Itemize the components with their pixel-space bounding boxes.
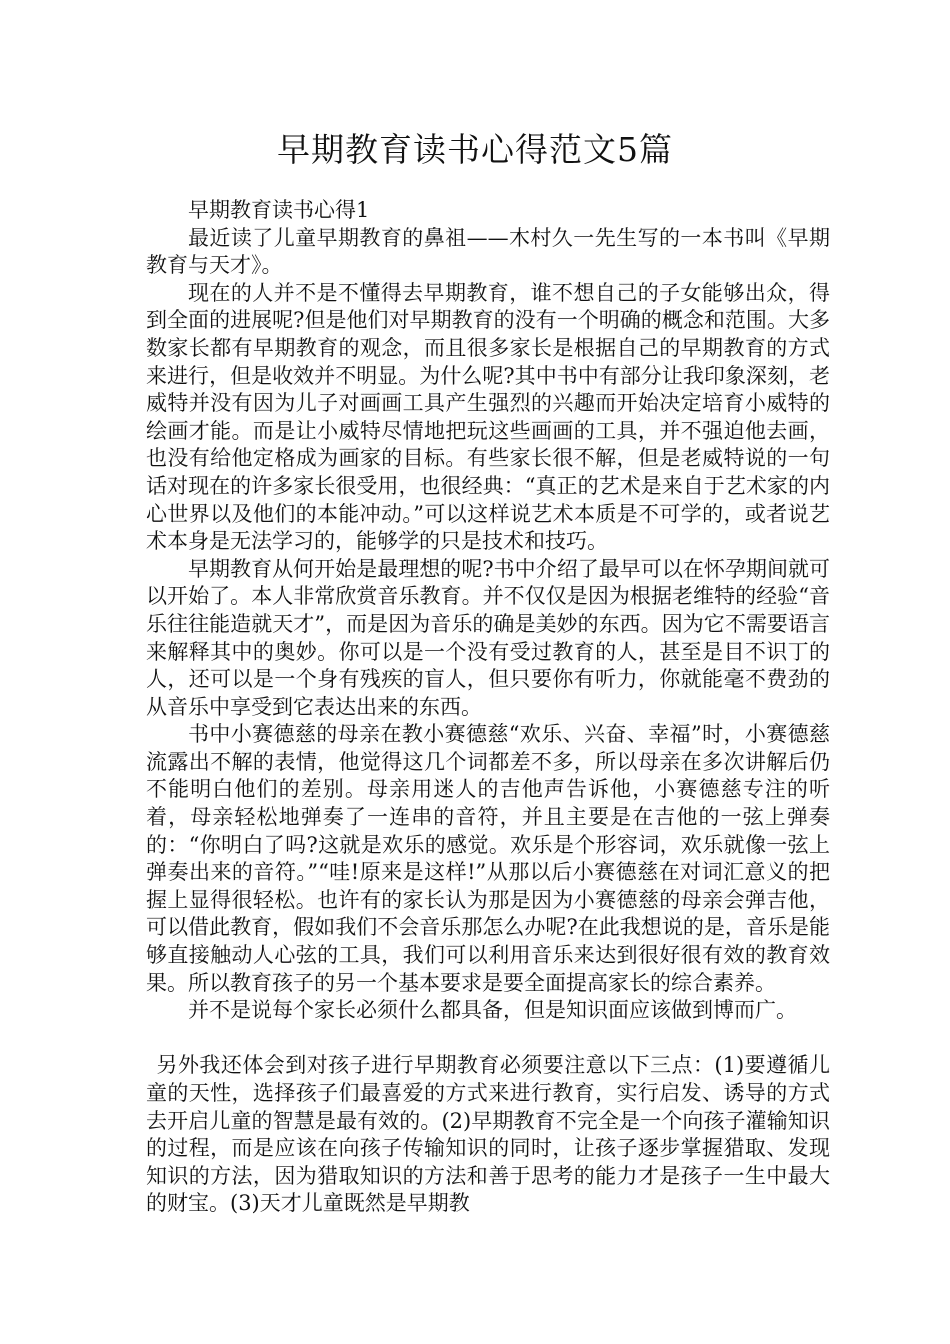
paragraph: 早期教育从何开始是最理想的呢?书中介绍了最早可以在怀孕期间就可以开始了。本人非常欣赏音乐教育。并不仅仅是因为根据老维特的经验“音乐往往能造就天才”，而是因为音乐的确是美妙的东西。因为它不需要语言来解释其中的奥妙。你可以是一个没有受过教育的人，甚至是目不识丁的人，还可以是一个身有残疾的盲人，但只要你有听力，你就能毫不费劲的从音乐中享受到它表达出来的东西。 bbox=[146, 556, 830, 719]
paragraph: 另外我还体会到对孩子进行早期教育必须要注意以下三点：(1)要遵循儿童的天性，选择孩子们最喜爱的方式来进行教育，实行启发、诱导的方式去开启儿童的智慧是最有效的。(2)早期教育不完全是一个向孩子灌输知识的过程，而是应该在向孩子传输知识的同时，让孩子逐步掌握猎取、发现知识的方法，因为猎取知识的方法和善于思考的能力才是孩子一生中最大的财宝。(3)天才儿童既然是早期教 bbox=[146, 1053, 830, 1216]
paragraph: 现在的人并不是不懂得去早期教育，谁不想自己的子女能够出众，得到全面的进展呢?但是他们对早期教育的没有一个明确的概念和范围。大多数家长都有早期教育的观念，而且很多家长是根据自己的早期教育的方式来进行，但是收效并不明显。为什么呢?其中书中有部分让我印象深刻，老威特并没有因为儿子对画画工具产生强烈的兴趣而开始决定培育小威特的绘画才能。而是让小威特尽情地把玩这些画画的工具，并不强迫他去画，也没有给他定格成为画家的目标。有些家长很不解，但是老威特说的一句话对现在的许多家长很受用，也很经典：“真正的艺术是来自于艺术家的内心世界以及他们的本能冲动。”可以这样说艺术本质是不可学的，或者说艺术本身是无法学习的，能够学的只是技术和技巧。 bbox=[146, 280, 830, 554]
paragraph: 并不是说每个家长必须什么都具备，但是知识面应该做到博而广。 bbox=[188, 998, 797, 1023]
document-title: 早期教育读书心得范文5篇 bbox=[277, 130, 673, 169]
paragraph-spacer bbox=[146, 1025, 830, 1053]
document-body bbox=[146, 197, 830, 1218]
paragraph: 书中小赛德慈的母亲在教小赛德慈“欢乐、兴奋、幸福”时，小赛德慈流露出不解的表情，他觉得这几个词都差不多，所以母亲在多次讲解后仍不能明白他们的差别。母亲用迷人的吉他声告诉他，小赛德慈专注的听着，母亲轻松地弹奏了一连串的音符，并且主要是在吉他的一弦上弹奏的：“你明白了吗?这就是欢乐的感觉。欢乐是个形容词，欢乐就像一弦上弹奏出来的音符。”“哇!原来是这样!”从那以后小赛德慈在对词汇意义的把握上显得很轻松。也许有的家长认为那是因为小赛德慈的母亲会弹吉他，可以借此教育，假如我们不会音乐那怎么办呢?在此我想说的是，音乐是能够直接触动人心弦的工具，我们可以利用音乐来达到很好很有效的教育效果。所以教育孩子的另一个基本要求是要全面提高家长的综合素养。 bbox=[146, 722, 830, 995]
section-heading: 早期教育读书心得1 bbox=[188, 198, 370, 222]
paragraph-intro: 最近读了儿童早期教育的鼻祖——木村久一先生写的一本书叫《早期教育与天才》。 bbox=[146, 225, 830, 278]
